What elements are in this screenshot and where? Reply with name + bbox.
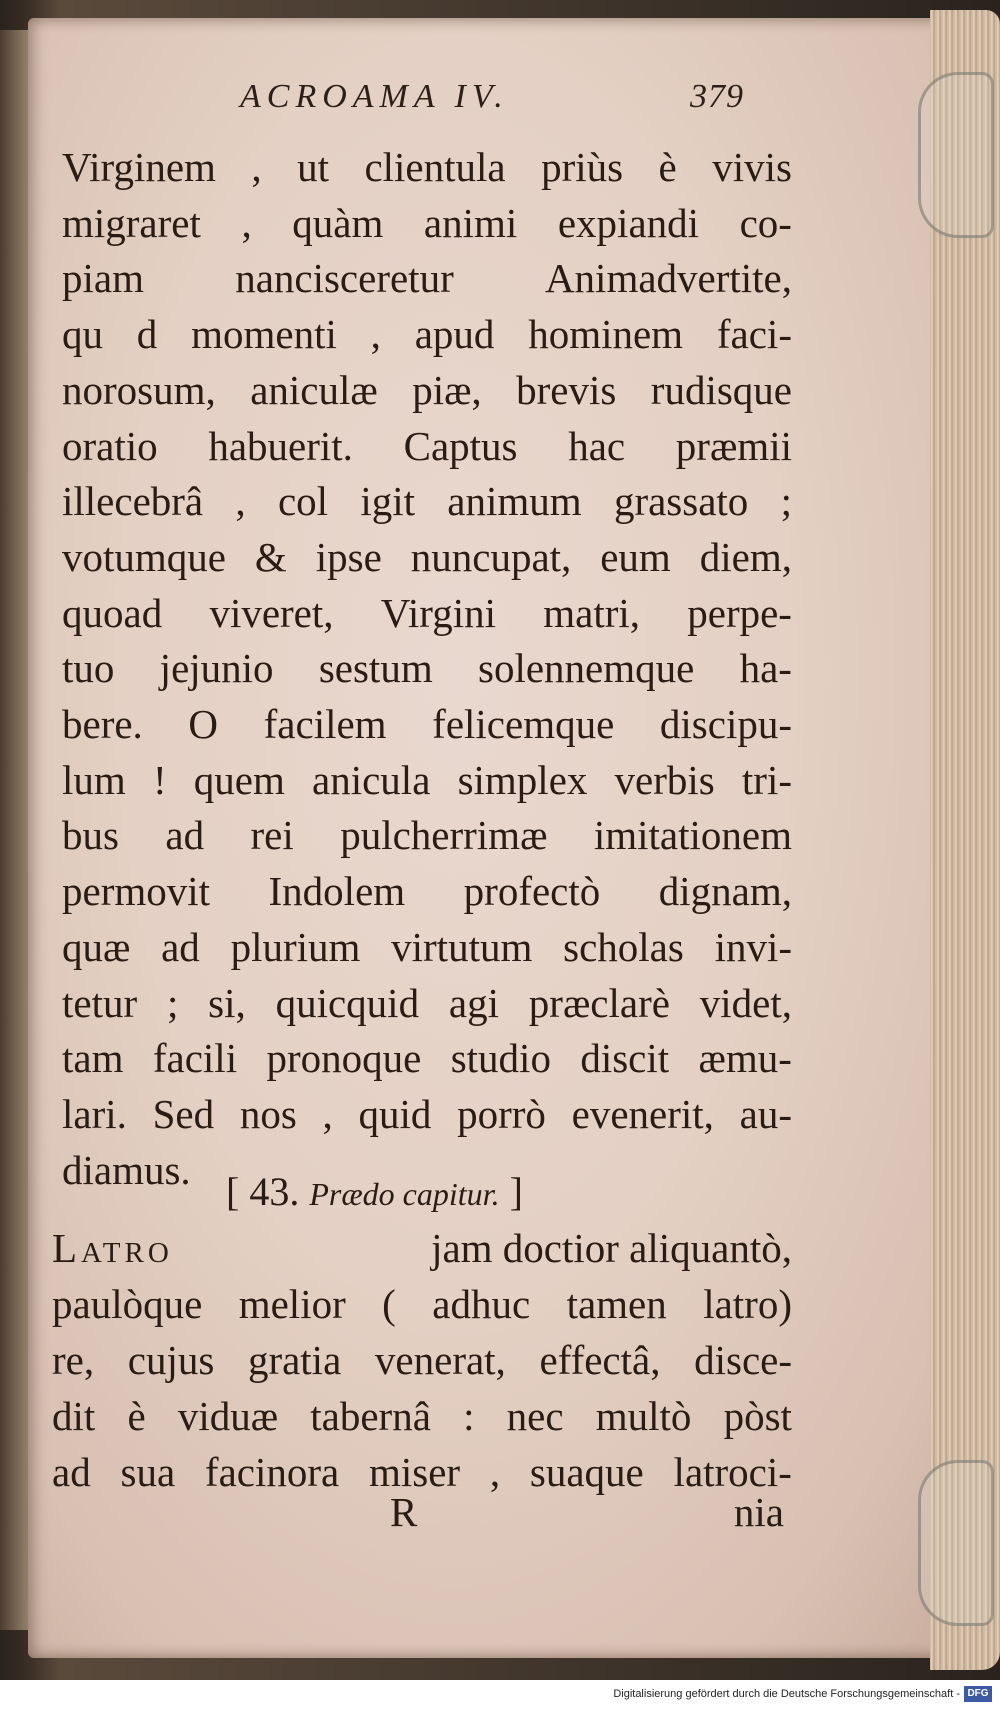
text-line bbox=[62, 864, 792, 920]
word: bus bbox=[62, 812, 119, 859]
word: clientula bbox=[364, 144, 506, 190]
word: tri- bbox=[741, 756, 792, 803]
signature-mark: R bbox=[390, 1489, 418, 1535]
word: permovit bbox=[62, 868, 211, 915]
text-line bbox=[52, 1332, 792, 1388]
word: norosum, bbox=[62, 366, 216, 413]
word: æmu- bbox=[698, 1035, 792, 1082]
word: profectò bbox=[463, 868, 601, 915]
word: tuo bbox=[62, 645, 115, 692]
word: rei bbox=[250, 812, 294, 859]
word: eum bbox=[600, 533, 671, 580]
word: verbis bbox=[614, 756, 715, 803]
word: illecebrâ bbox=[62, 478, 204, 525]
word: quoad bbox=[62, 589, 163, 636]
word: discipu- bbox=[659, 701, 792, 748]
word: oratio bbox=[62, 422, 158, 469]
word: adhuc bbox=[432, 1281, 531, 1327]
word: Virgini bbox=[380, 589, 496, 636]
text-line bbox=[62, 920, 792, 976]
word: suaque bbox=[529, 1449, 644, 1495]
text-line bbox=[62, 808, 792, 864]
word: invi- bbox=[714, 923, 792, 970]
word: d bbox=[136, 311, 158, 358]
word: melior bbox=[238, 1281, 346, 1327]
text-line bbox=[62, 140, 792, 196]
text-line bbox=[62, 363, 792, 419]
footer-credit: Digitalisierung gefördert durch die Deutsche Forschungsgemeinschaft - bbox=[613, 1688, 960, 1700]
text-line bbox=[62, 1031, 792, 1087]
word: ha- bbox=[739, 645, 792, 692]
word: au- bbox=[739, 1090, 792, 1137]
word: ad bbox=[161, 923, 200, 970]
word: agi bbox=[448, 979, 499, 1026]
word: scholas bbox=[563, 923, 684, 970]
word: piam bbox=[62, 255, 144, 302]
text-line bbox=[52, 1388, 792, 1444]
word: matri, bbox=[543, 589, 641, 636]
section-text bbox=[52, 1220, 792, 1500]
text-line bbox=[52, 1444, 792, 1500]
word: cujus bbox=[127, 1337, 215, 1383]
word: quàm bbox=[292, 199, 384, 246]
word: hac bbox=[568, 422, 626, 469]
word: Animadvertite, bbox=[544, 255, 792, 302]
word: dit bbox=[52, 1393, 96, 1439]
word: imitationem bbox=[593, 812, 792, 859]
word: solennemque bbox=[477, 645, 695, 692]
word: nancisceretur bbox=[235, 255, 454, 302]
text-line bbox=[62, 196, 792, 252]
word: nec bbox=[506, 1393, 564, 1439]
word: porrò bbox=[457, 1090, 546, 1137]
word: animum bbox=[447, 478, 582, 525]
word: latroci- bbox=[673, 1449, 792, 1495]
word: diem, bbox=[699, 533, 792, 580]
word: piæ, bbox=[412, 366, 482, 413]
line-rest: jam doctior aliquantò, bbox=[431, 1225, 792, 1271]
holding-clip-top bbox=[918, 72, 994, 238]
word: pòst bbox=[723, 1393, 792, 1439]
word: Virginem bbox=[62, 144, 216, 190]
section-lead-word: Latro bbox=[52, 1225, 173, 1271]
word: , bbox=[251, 144, 262, 190]
page-number: 379 bbox=[690, 78, 744, 115]
word: brevis bbox=[516, 366, 617, 413]
word: pulcherrimæ bbox=[340, 812, 548, 859]
word: lari. bbox=[62, 1090, 127, 1137]
word: lum bbox=[62, 756, 126, 803]
text-line bbox=[62, 307, 792, 363]
word: gratia bbox=[247, 1337, 342, 1383]
word: tabernâ bbox=[310, 1393, 431, 1439]
text-line bbox=[52, 1220, 792, 1276]
word: faci- bbox=[716, 311, 792, 358]
word: miser bbox=[369, 1449, 461, 1495]
page-fore-edge bbox=[930, 10, 1000, 1670]
word: ipse bbox=[315, 533, 382, 580]
word: quem bbox=[193, 756, 285, 803]
word: & bbox=[254, 533, 287, 580]
word: plurium bbox=[230, 923, 361, 970]
body-text bbox=[62, 140, 792, 1198]
word: facilem bbox=[263, 701, 387, 748]
digitization-footer bbox=[0, 1680, 1000, 1711]
word: Indolem bbox=[268, 868, 406, 915]
word: ( bbox=[382, 1281, 396, 1327]
word: quicquid bbox=[275, 979, 420, 1026]
word: anicula bbox=[312, 756, 431, 803]
word: venerat, bbox=[374, 1337, 506, 1383]
word: effectâ, bbox=[539, 1337, 661, 1383]
word: quid bbox=[358, 1090, 432, 1137]
word: qu bbox=[62, 311, 103, 358]
running-head bbox=[90, 78, 790, 128]
catchword: nia bbox=[733, 1489, 784, 1535]
word: , bbox=[322, 1090, 333, 1137]
word: è bbox=[658, 144, 677, 190]
word: multò bbox=[595, 1393, 692, 1439]
word: ; bbox=[166, 979, 179, 1026]
word: rudisque bbox=[650, 366, 792, 413]
word: ut bbox=[297, 144, 329, 190]
heading-bracket-open: [ bbox=[226, 1169, 240, 1214]
text-line bbox=[62, 697, 792, 753]
word: simplex bbox=[457, 756, 588, 803]
word: studio bbox=[450, 1035, 551, 1082]
word: ad bbox=[52, 1449, 91, 1495]
word: votumque bbox=[62, 533, 226, 580]
word: paulòque bbox=[52, 1281, 203, 1327]
word: videt, bbox=[699, 979, 792, 1026]
word: re, bbox=[52, 1337, 95, 1383]
word: co- bbox=[739, 199, 792, 246]
holding-clip-bottom bbox=[918, 1460, 994, 1626]
word: momenti bbox=[191, 311, 337, 358]
section-heading bbox=[226, 1168, 626, 1215]
text-line bbox=[62, 474, 792, 530]
text-line bbox=[62, 1087, 792, 1143]
word: O bbox=[188, 701, 219, 748]
text-line bbox=[62, 530, 792, 586]
word: felicemque bbox=[432, 701, 615, 748]
word: ad bbox=[165, 812, 205, 859]
text-line bbox=[62, 586, 792, 642]
word: , bbox=[241, 199, 252, 246]
word: , bbox=[370, 311, 381, 358]
word: dignam, bbox=[658, 868, 792, 915]
word: tam bbox=[62, 1035, 124, 1082]
word: nos bbox=[239, 1090, 297, 1137]
word: Captus bbox=[403, 422, 518, 469]
text-line bbox=[62, 251, 792, 307]
word: aniculæ bbox=[250, 366, 378, 413]
word: animi bbox=[423, 199, 518, 246]
word: disce- bbox=[694, 1337, 792, 1383]
text-line bbox=[62, 419, 792, 475]
text-line bbox=[62, 753, 792, 809]
word: hominem bbox=[528, 311, 684, 358]
word: præclarè bbox=[528, 979, 670, 1026]
word: præmii bbox=[675, 422, 792, 469]
text-line: diamus. bbox=[62, 1146, 191, 1193]
word: viveret, bbox=[209, 589, 334, 636]
text-line bbox=[62, 641, 792, 697]
word: nuncupat, bbox=[410, 533, 572, 580]
word: perpe- bbox=[687, 589, 792, 636]
word: evenerit, bbox=[571, 1090, 714, 1137]
word: habuerit. bbox=[208, 422, 353, 469]
section-title: Prædo capitur. bbox=[309, 1176, 500, 1212]
text-line bbox=[62, 976, 792, 1032]
word: facinora bbox=[204, 1449, 340, 1495]
word: , bbox=[489, 1449, 501, 1495]
word: sestum bbox=[318, 645, 433, 692]
heading-bracket-close: ] bbox=[509, 1169, 523, 1214]
word: latro) bbox=[703, 1281, 792, 1327]
word: virtutum bbox=[391, 923, 533, 970]
section-number: 43. bbox=[249, 1169, 300, 1214]
word: col bbox=[277, 478, 329, 525]
word: si, bbox=[208, 979, 246, 1026]
word: priùs bbox=[541, 144, 624, 190]
word: expiandi bbox=[557, 199, 700, 246]
word: ! bbox=[152, 756, 167, 803]
word: grassato bbox=[613, 478, 749, 525]
word: bere. bbox=[62, 701, 143, 748]
word: viduæ bbox=[177, 1393, 279, 1439]
word: apud bbox=[414, 311, 495, 358]
word: tamen bbox=[566, 1281, 667, 1327]
word: Sed bbox=[152, 1090, 215, 1137]
word: , bbox=[235, 478, 246, 525]
dfg-logo-icon: DFG bbox=[964, 1686, 992, 1702]
word: tetur bbox=[62, 979, 138, 1026]
word: sua bbox=[120, 1449, 176, 1495]
word: igit bbox=[360, 478, 415, 525]
word: vivis bbox=[712, 144, 792, 190]
running-head-title: ACROAMA IV. bbox=[240, 78, 509, 115]
word: facili bbox=[152, 1035, 238, 1082]
word: ; bbox=[780, 478, 792, 525]
word: jejunio bbox=[159, 645, 274, 692]
word: è bbox=[127, 1393, 146, 1439]
word: discit bbox=[580, 1035, 670, 1082]
word: pronoque bbox=[266, 1035, 422, 1082]
text-line bbox=[52, 1276, 792, 1332]
word: : bbox=[463, 1393, 475, 1439]
word: migraret bbox=[62, 199, 201, 246]
word: quæ bbox=[62, 923, 131, 970]
